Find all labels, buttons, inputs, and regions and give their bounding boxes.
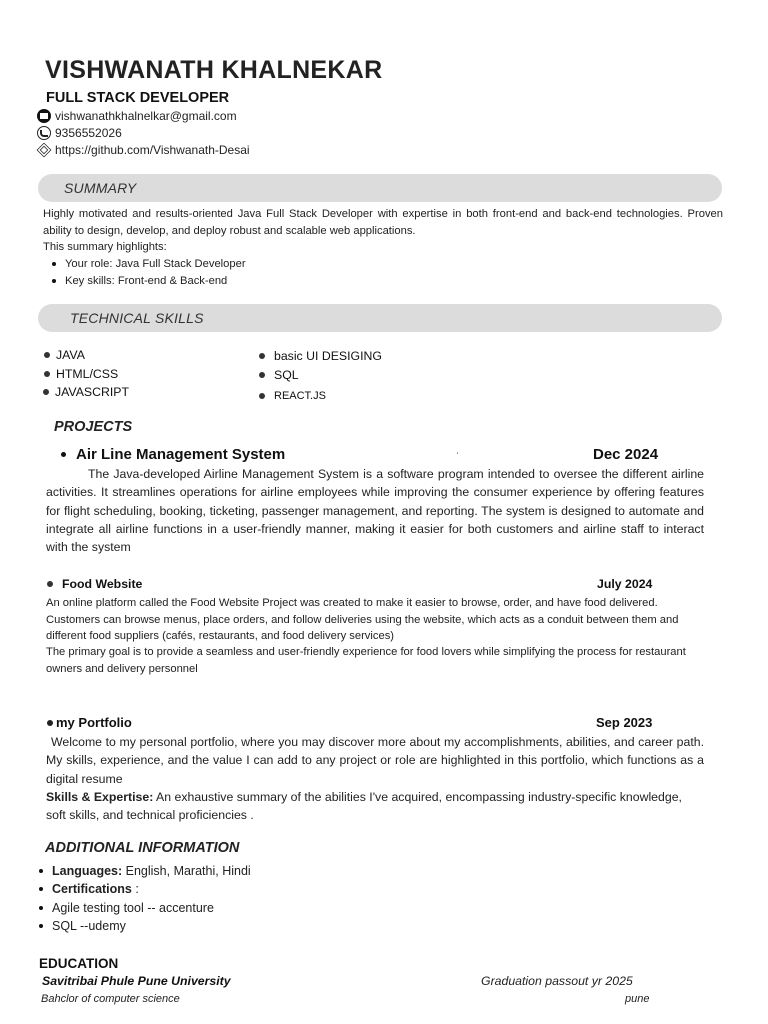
additional-title: ADDITIONAL INFORMATION: [45, 840, 240, 856]
education-location: pune: [625, 993, 650, 1005]
link-icon: [37, 143, 52, 158]
email-icon: [37, 109, 51, 123]
skill-item: REACT.JS: [259, 390, 326, 402]
skill-item: JAVA: [44, 348, 85, 362]
summary-highlights-list: [43, 256, 246, 289]
skills-expertise-text: An exhaustive summary of the abilities I've acquired, encompassing industry-specific knowledge, soft skills, and technical proficiencies .: [46, 790, 682, 823]
education-degree: Bahclor of computer science: [41, 993, 180, 1005]
bullet-icon: [61, 452, 66, 457]
list-item: Agile testing tool -- accenture: [37, 899, 251, 917]
candidate-role: FULL STACK DEVELOPER: [46, 90, 230, 106]
bullet-icon: [259, 353, 265, 359]
education-university: Savitribai Phule Pune University: [42, 974, 231, 988]
skill-item: HTML/CSS: [44, 367, 118, 381]
github-link[interactable]: https://github.com/Vishwanath-Desai: [55, 143, 250, 157]
email-row[interactable]: [37, 109, 237, 123]
bullet-icon: [47, 720, 53, 726]
education-title: EDUCATION: [39, 956, 119, 971]
summary-header-bar: [38, 174, 722, 202]
project-portfolio-skills: [46, 788, 704, 825]
project-marker: ʾ: [456, 451, 459, 461]
list-item: Certifications :: [37, 880, 251, 898]
bullet-icon: [259, 393, 265, 399]
project-portfolio-desc: Welcome to my personal portfolio, where you may discover more about my accomplishments, abilities, and career path. My skills, experience, and the value I can add to any project or role are highlighted in this portfolio, which functions as a digital resume: [46, 735, 704, 786]
project-food-date: July 2024: [597, 577, 653, 591]
bullet-icon: [47, 581, 53, 587]
bullet-icon: [44, 371, 50, 377]
project-food-desc-2: The primary goal is to provide a seamless and user-friendly experience for food lovers while simplifying the process for restaurant owners and delivery personnel: [46, 646, 686, 675]
project-airline-desc: The Java-developed Airline Management System is a software program intended to oversee the different airline activities. It streamlines operations for airline employees while improving the consumer experience by offering features for flight scheduling, booking, ticketing, passenger management, and reporting. The system is designed to automate and integrate all airline functions in a user-friendly manner, making it easier for both customers and airline staff to interact with the system: [46, 467, 704, 555]
phone-row[interactable]: [37, 126, 122, 140]
project-airline-title: Air Line Management System: [61, 446, 285, 463]
candidate-name: VISHWANATH KHALNEKAR: [45, 56, 383, 84]
education-graduation: Graduation passout yr 2025: [481, 974, 633, 988]
project-airline-date: Dec 2024: [593, 446, 659, 463]
project-food-title: Food Website: [47, 577, 142, 591]
skill-item: JAVASCRIPT: [43, 385, 129, 399]
skill-item: SQL: [259, 368, 299, 382]
list-item: Key skills: Front-end & Back-end: [43, 273, 246, 290]
github-row[interactable]: [37, 143, 250, 157]
project-portfolio-title: my Portfolio: [47, 715, 132, 730]
email-text: vishwanathkhalnelkar@gmail.com: [55, 109, 237, 123]
list-item: SQL --udemy: [37, 917, 251, 935]
project-food-desc: An online platform called the Food Website Project was created to make it easier to browse, order, and have food delivered. Customers can browse menus, place orders, and follow deliveries using the website, which acts as a conduit between them and different food suppliers (cafés, restaurants, and food delivery services): [46, 597, 679, 642]
bullet-icon: [44, 352, 50, 358]
projects-title: PROJECTS: [54, 419, 133, 435]
summary-highlights-intro: This summary highlights:: [43, 241, 167, 253]
list-item: Your role: Java Full Stack Developer: [43, 256, 246, 273]
bullet-icon: [43, 389, 49, 395]
summary-text: Highly motivated and results-oriented Java Full Stack Developer with expertise in both front-end and back-end technologies. Proven ability to design, develop, and deploy robust and scalable web applications.: [43, 208, 723, 237]
summary-title: SUMMARY: [64, 180, 137, 196]
additional-list: [37, 862, 251, 935]
skills-expertise-label: Skills & Expertise:: [46, 790, 154, 804]
skills-title: TECHNICAL SKILLS: [70, 310, 204, 326]
skills-header-bar: [38, 304, 722, 332]
project-portfolio-date: Sep 2023: [596, 715, 653, 730]
skill-item: basic UI DESIGING: [259, 349, 382, 363]
bullet-icon: [259, 372, 265, 378]
phone-text: 9356552026: [55, 126, 122, 140]
phone-icon: [37, 126, 51, 140]
list-item: Languages: English, Marathi, Hindi: [37, 862, 251, 880]
